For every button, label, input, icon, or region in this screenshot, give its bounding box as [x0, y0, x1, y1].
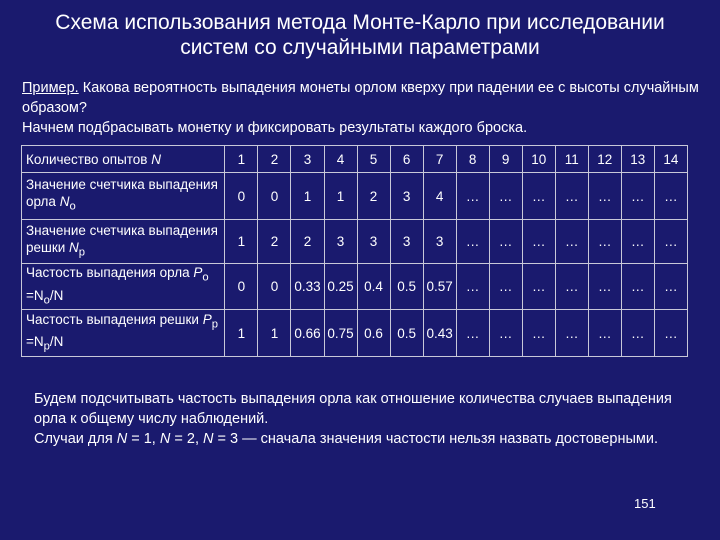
table-cell: 4	[423, 173, 456, 220]
table-cell: …	[456, 310, 489, 357]
table-cell: 3	[324, 220, 357, 264]
table-cell: …	[588, 264, 621, 310]
table-cell: 0.75	[324, 310, 357, 357]
table-cell: …	[489, 310, 522, 357]
table-cell: …	[489, 220, 522, 264]
table-cell: …	[588, 310, 621, 357]
table-cell: 0	[225, 173, 258, 220]
intro-lead: Пример.	[22, 80, 79, 96]
table-cell: 7	[423, 146, 456, 173]
table-row	[22, 310, 688, 357]
table-cell: 0.66	[291, 310, 324, 357]
row-label: Значение счетчика выпадения решки $N_p$	[22, 220, 225, 264]
title-line-2: систем со случайными параметрами	[180, 36, 540, 59]
slide-title	[20, 10, 700, 60]
table-cell: …	[522, 220, 555, 264]
table-cell: 10	[522, 146, 555, 173]
table-cell: 1	[225, 220, 258, 264]
table-cell: 0	[258, 264, 291, 310]
table-cell: …	[489, 173, 522, 220]
intro-text	[22, 78, 702, 138]
table-cell: 2	[357, 173, 390, 220]
table-cell: 0.43	[423, 310, 456, 357]
table-cell: 11	[555, 146, 588, 173]
table-cell: 8	[456, 146, 489, 173]
table-cell: …	[522, 310, 555, 357]
table-cell: 5	[357, 146, 390, 173]
table-cell: 12	[588, 146, 621, 173]
table-cell: 3	[357, 220, 390, 264]
table-cell: …	[489, 264, 522, 310]
table-cell: 1	[291, 173, 324, 220]
footer-paragraph-1: Будем подсчитывать частость выпадения орла как отношение количества случаев выпадения орла к общему числу наблюдений.	[34, 391, 672, 427]
table-cell: 1	[258, 310, 291, 357]
row-label: Частость выпадения решки $P_p =N_p/N$	[22, 310, 225, 357]
table-cell: …	[456, 173, 489, 220]
table-cell: 6	[390, 146, 423, 173]
table-cell: 13	[621, 146, 654, 173]
table-cell: …	[654, 310, 687, 357]
coin-toss-table	[21, 145, 688, 357]
table-cell: …	[654, 220, 687, 264]
table-cell: 2	[291, 220, 324, 264]
table-cell: …	[621, 173, 654, 220]
table-cell: 0.4	[357, 264, 390, 310]
table-cell: 3	[390, 173, 423, 220]
table-cell: …	[621, 264, 654, 310]
table-cell: 0.57	[423, 264, 456, 310]
footer-text	[34, 389, 674, 449]
table-cell: 0	[258, 173, 291, 220]
table-row	[22, 146, 688, 173]
table-cell: 2	[258, 146, 291, 173]
table-row	[22, 173, 688, 220]
table-cell: 2	[258, 220, 291, 264]
table-cell: 1	[225, 310, 258, 357]
table-cell: …	[621, 310, 654, 357]
page-number: 151	[634, 496, 656, 511]
table-cell: 14	[654, 146, 687, 173]
table-cell: 1	[324, 173, 357, 220]
table-cell: 0	[225, 264, 258, 310]
table-cell: …	[654, 173, 687, 220]
table-cell: …	[588, 173, 621, 220]
table-cell: 9	[489, 146, 522, 173]
table-cell: …	[522, 264, 555, 310]
table-cell: 3	[291, 146, 324, 173]
intro-line-2: Начнем подбрасывать монетку и фиксировать результаты каждого броска.	[22, 120, 528, 136]
table-cell: 3	[423, 220, 456, 264]
table-cell: …	[555, 173, 588, 220]
table-cell: 0.5	[390, 264, 423, 310]
table-cell: …	[621, 220, 654, 264]
footer-paragraph-2: Случаи для N = 1, N = 2, N = 3 — сначала значения частости нельзя назвать достоверными.	[34, 431, 658, 447]
table-cell: 1	[225, 146, 258, 173]
row-label: Значение счетчика выпадения орла $N_o$	[22, 173, 225, 220]
table-row	[22, 220, 688, 264]
row-label: Количество опытов N	[22, 146, 225, 173]
table-cell: …	[555, 310, 588, 357]
title-line-1: Схема использования метода Монте-Карло при исследовании	[55, 11, 665, 34]
table-cell: 4	[324, 146, 357, 173]
intro-question: Какова вероятность выпадения монеты орлом кверху при падении ее с высоты случайным образом?	[22, 80, 699, 116]
table-cell: 0.33	[291, 264, 324, 310]
table-row	[22, 264, 688, 310]
table-cell: …	[522, 173, 555, 220]
row-label: Частость выпадения орла $P_o =N_o/N$	[22, 264, 225, 310]
table-cell: 0.25	[324, 264, 357, 310]
table-cell: …	[555, 220, 588, 264]
table-cell: 0.6	[357, 310, 390, 357]
table-cell: …	[654, 264, 687, 310]
table-cell: 3	[390, 220, 423, 264]
table-cell: …	[588, 220, 621, 264]
table-cell: …	[555, 264, 588, 310]
table-cell: …	[456, 264, 489, 310]
table-cell: 0.5	[390, 310, 423, 357]
table-cell: …	[456, 220, 489, 264]
